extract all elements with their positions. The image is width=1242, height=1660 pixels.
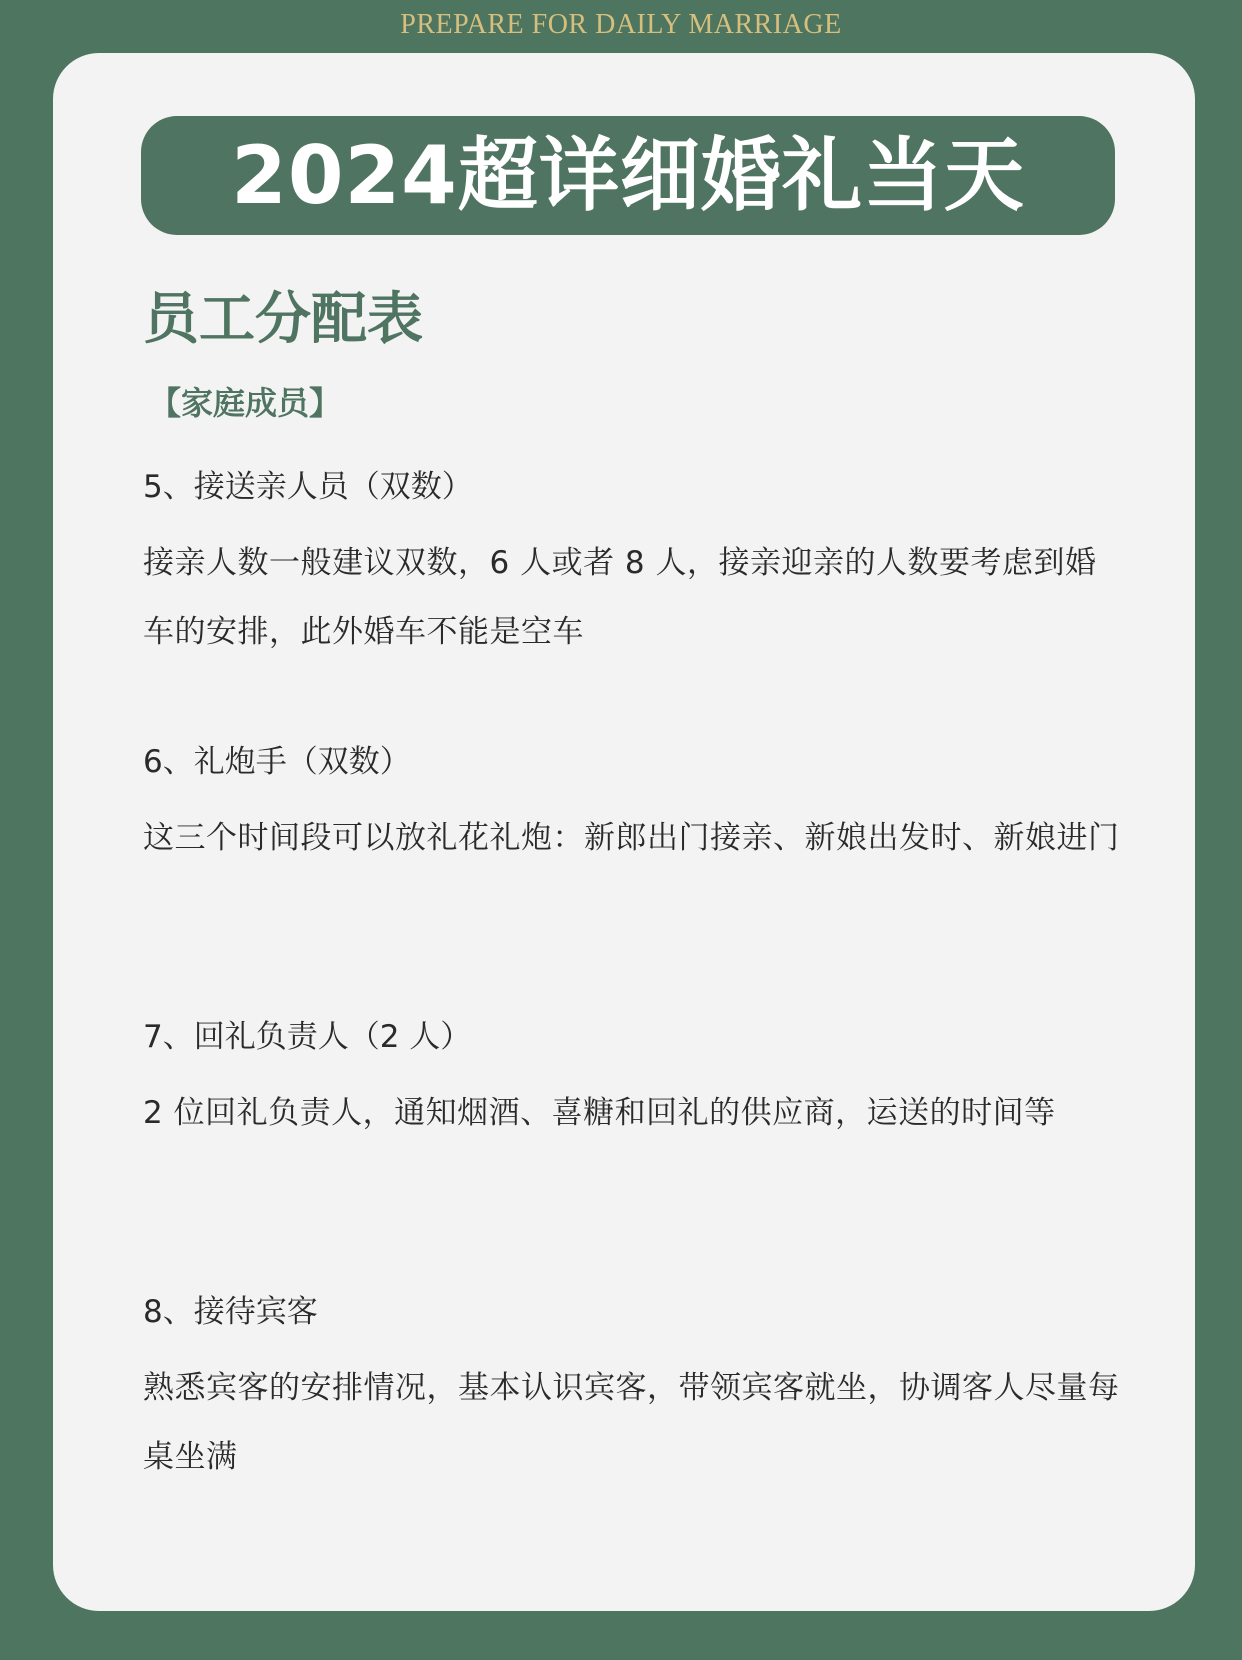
item-description: 2 位回礼负责人，通知烟酒、喜糖和回礼的供应商，运送的时间等 <box>143 1095 1056 1131</box>
list-item <box>143 1290 1123 1492</box>
header-tagline: PREPARE FOR DAILY MARRIAGE <box>400 9 842 40</box>
item-title: 8、接待宾客 <box>143 1294 318 1330</box>
item-description: 熟悉宾客的安排情况，基本认识宾客，带领宾客就坐，协调客人尽量每桌坐满 <box>143 1370 1120 1475</box>
title-banner: 2024超详细婚礼当天 <box>141 116 1115 235</box>
list-item <box>143 1015 1123 1148</box>
list-item <box>143 465 1123 667</box>
section-heading: 员工分配表 <box>143 287 423 352</box>
subsection-label: 【家庭成员】 <box>149 384 342 422</box>
content-card <box>53 53 1195 1611</box>
item-description: 这三个时间段可以放礼花礼炮：新郎出门接亲、新娘出发时、新娘进门 <box>143 820 1120 856</box>
item-title: 6、礼炮手（双数） <box>143 744 411 780</box>
item-description: 接亲人数一般建议双数，6 人或者 8 人，接亲迎亲的人数要考虑到婚车的安排，此外婚车不能是空车 <box>143 545 1097 650</box>
item-title: 7、回礼负责人（2 人） <box>143 1019 472 1055</box>
item-title: 5、接送亲人员（双数） <box>143 469 473 505</box>
list-item <box>143 740 1123 873</box>
